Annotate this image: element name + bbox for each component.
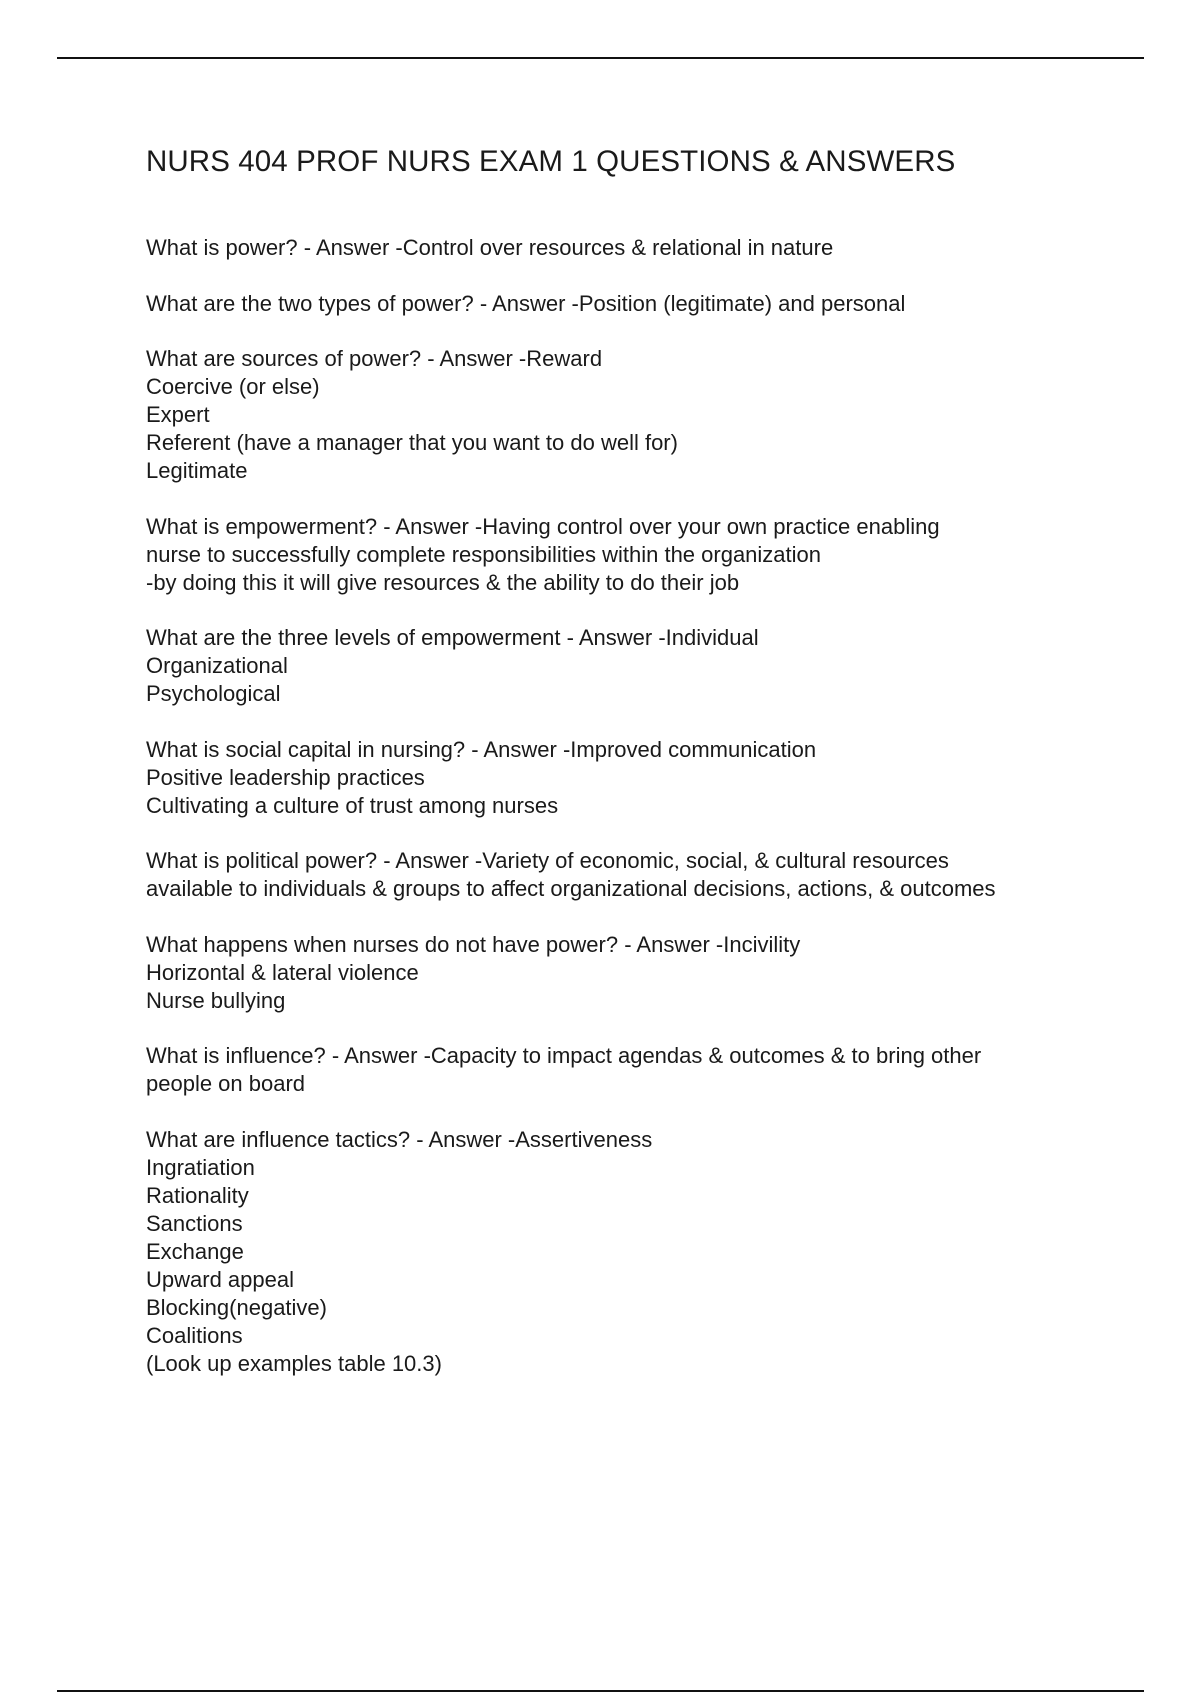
qa-answer-line: nurse to successfully complete responsibilities within the organization (146, 541, 822, 567)
qa-answer-line: Rationality (146, 1182, 249, 1208)
qa-answer-line: Positive leadership practices (146, 764, 425, 790)
qa-answer-line: Nurse bullying (146, 987, 286, 1013)
qa-question-line: What are the three levels of empowerment - Answer -Individual (146, 625, 759, 650)
qa-question-line: What is social capital in nursing? - Answer -Improved communication (146, 736, 817, 762)
document-title: NURS 404 PROF NURS EXAM 1 QUESTIONS & ANSWERS (146, 145, 956, 178)
qa-question-line: What are the two types of power? - Answer -Position (legitimate) and personal (146, 290, 906, 316)
qa-answer-line: Upward appeal (146, 1266, 294, 1292)
qa-item (146, 1042, 1146, 1098)
document-page (146, 142, 1146, 1405)
qa-list (146, 234, 1146, 1378)
qa-answer-line: Coalitions (146, 1322, 243, 1348)
qa-answer-line: -by doing this it will give resources & the ability to do their job (146, 569, 740, 595)
qa-item (146, 624, 1146, 708)
qa-question-line: What are influence tactics? - Answer -Assertiveness (146, 1126, 653, 1152)
qa-item (146, 736, 1146, 820)
qa-answer-line: Sanctions (146, 1210, 243, 1236)
qa-item (146, 513, 1146, 597)
qa-answer-line: Exchange (146, 1238, 244, 1264)
qa-item (146, 1126, 1146, 1378)
qa-item (146, 290, 1146, 318)
qa-answer-line: Expert (146, 402, 210, 427)
qa-answer-line: Blocking(negative) (146, 1294, 327, 1320)
qa-question-line: What is influence? - Answer -Capacity to impact agendas & outcomes & to bring other (146, 1043, 982, 1068)
top-rule (57, 57, 1144, 59)
qa-answer-line: Legitimate (146, 458, 248, 483)
qa-question-line: What is power? - Answer -Control over resources & relational in nature (146, 235, 834, 260)
qa-answer-line: Coercive (or else) (146, 374, 320, 399)
qa-question-line: What is empowerment? - Answer -Having control over your own practice enabling (146, 513, 940, 539)
qa-answer-line: (Look up examples table 10.3) (146, 1350, 442, 1376)
qa-answer-line: Referent (have a manager that you want to do well for) (146, 430, 678, 455)
qa-answer-line: Ingratiation (146, 1154, 255, 1180)
qa-item (146, 931, 1146, 1015)
qa-answer-line: Organizational (146, 653, 288, 678)
qa-answer-line: people on board (146, 1071, 306, 1096)
qa-answer-line: Psychological (146, 681, 281, 706)
qa-answer-line: available to individuals & groups to affect organizational decisions, actions, & outcomes (146, 876, 996, 901)
qa-answer-line: Cultivating a culture of trust among nurses (146, 792, 559, 818)
qa-answer-line: Horizontal & lateral violence (146, 959, 419, 985)
qa-question-line: What is political power? - Answer -Variety of economic, social, & cultural resources (146, 848, 949, 873)
qa-item (146, 234, 1146, 262)
qa-question-line: What are sources of power? - Answer -Reward (146, 346, 603, 371)
qa-item (146, 345, 1146, 485)
bottom-rule (57, 1690, 1144, 1692)
qa-question-line: What happens when nurses do not have power? - Answer -Incivility (146, 931, 801, 957)
qa-item (146, 847, 1146, 903)
